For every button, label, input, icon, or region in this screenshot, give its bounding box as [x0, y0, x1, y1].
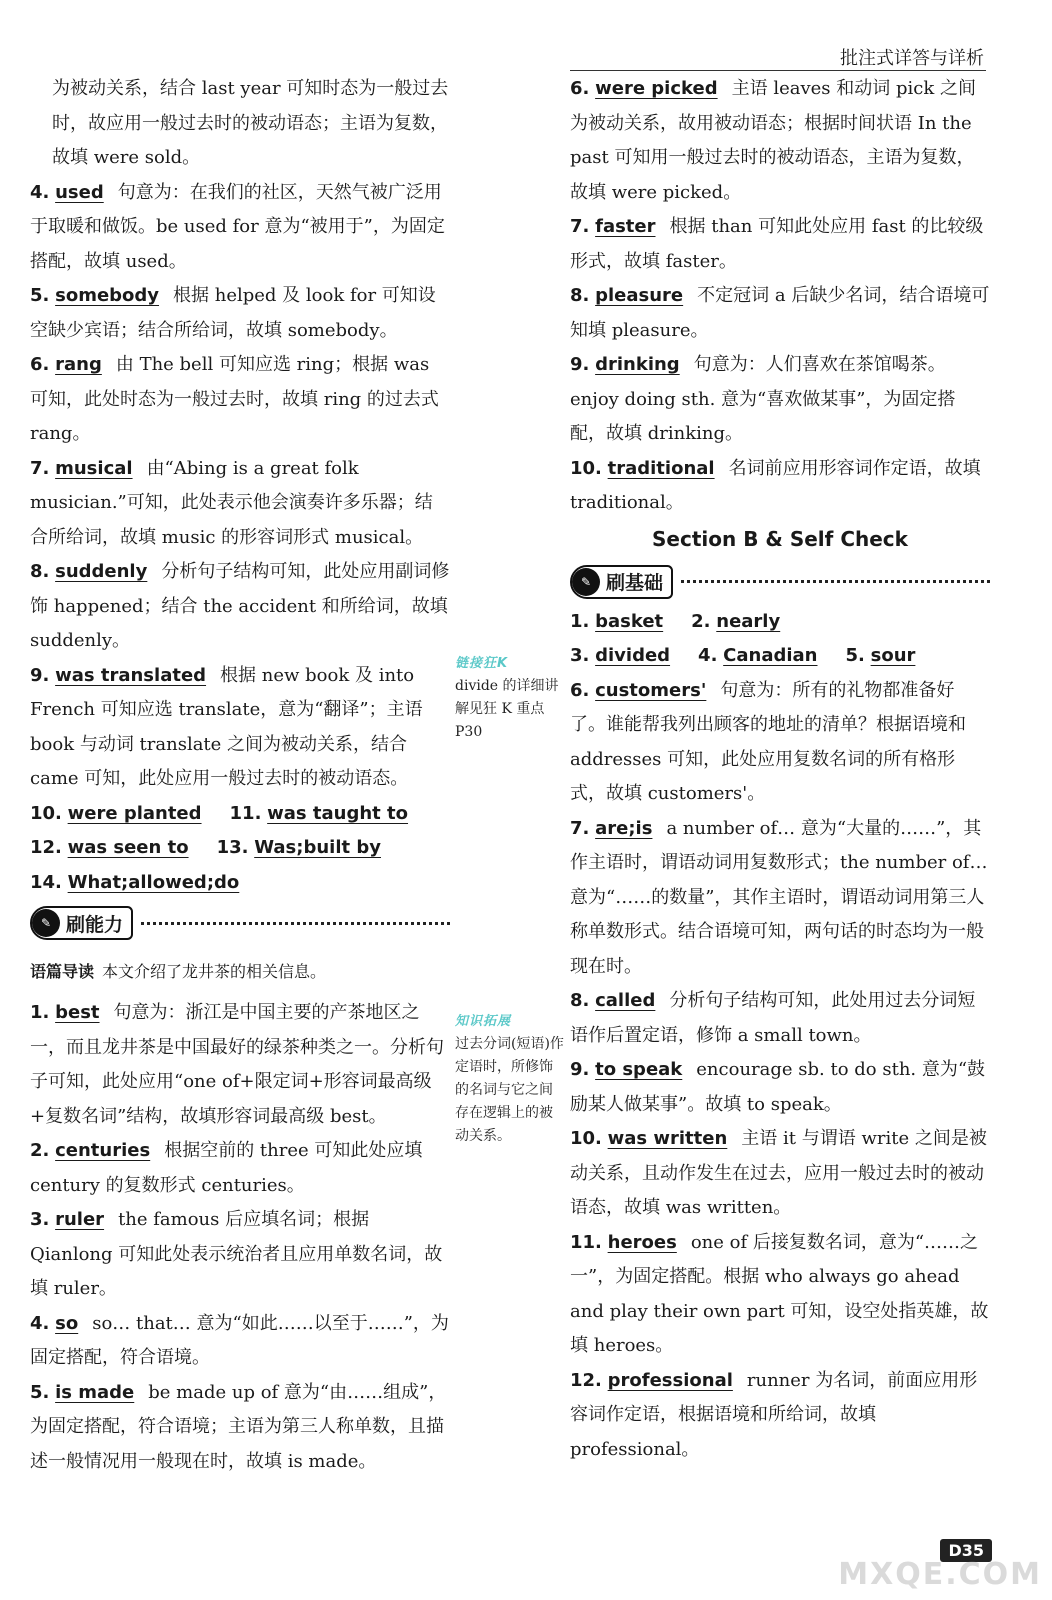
ability-badge-label: 刷能力 — [66, 913, 124, 936]
item-number: 6. — [30, 354, 50, 375]
right-items-block-1 — [570, 72, 990, 521]
answer-item — [217, 831, 395, 866]
item-answer: Was;built by — [254, 837, 381, 858]
side-note-link-tag: 链接狂K — [455, 656, 509, 671]
answer-item — [30, 831, 203, 866]
pen-icon: ✎ — [572, 568, 600, 596]
side-note-link-text: divide 的详细讲解见狂 K 重点 P30 — [455, 678, 559, 740]
item-number: 9. — [570, 354, 590, 375]
answer-pair-row — [30, 797, 450, 832]
item-answer: was seen to — [67, 837, 189, 858]
item-number: 11. — [570, 1231, 602, 1253]
answer-item — [30, 176, 450, 280]
basic-badge-label: 刷基础 — [606, 572, 664, 594]
item-answer: was written — [607, 1128, 728, 1149]
item-explanation: 由 The bell 可知应选 ring；根据 was 可知，此处时态为一般过去时，故填 ring 的过去式 rang。 — [30, 354, 439, 444]
right-answer-line-2 — [570, 639, 990, 674]
answer-item — [570, 72, 990, 210]
left-answer-pairs — [30, 797, 450, 901]
left-items-block-1 — [30, 176, 450, 797]
right-answer-line-1 — [570, 605, 990, 640]
answer-item — [570, 984, 990, 1053]
item-number: 10. — [570, 1128, 602, 1149]
dotted-divider — [681, 580, 990, 583]
left-items-block-2 — [30, 996, 450, 1479]
item-answer: musical — [55, 457, 133, 479]
item-explanation: a number of… 意为“大量的……”，其作主语时，谓语动词用复数形式；the number of… 意为“……的数量”，其作主语时，谓语动词用第三人称单数形式。结合语境可知，两句话的时态均为一般现在时。 — [570, 817, 988, 977]
item-number: 6. — [570, 679, 590, 701]
item-number: 8. — [30, 561, 50, 582]
item-explanation: 分析句子结构可知，此处应用副词修饰 happened；结合 the accident 和所给词，故填 suddenly。 — [30, 561, 450, 651]
item-explanation: 根据 helped 及 look for 可知设空缺少宾语；结合所给词，故填 somebody。 — [30, 285, 436, 341]
item-explanation: be made up of 意为“由……组成”，为固定搭配，符合语境；主语为第三人称单数，且描述一般情况用一般现在时，故填 is made。 — [30, 1381, 447, 1472]
item-explanation: 句意为：人们喜欢在茶馆喝茶。enjoy doing sth. 意为“喜欢做某事”，为固定搭配，故填 drinking。 — [570, 354, 956, 444]
side-note-extension-text: 过去分词(短语)作定语时，所修饰的名词与它之间存在逻辑上的被动关系。 — [455, 1036, 564, 1144]
basic-badge-row — [570, 559, 990, 605]
item-number: 13. — [216, 837, 249, 858]
answer-item — [570, 812, 990, 985]
item-number: 6. — [570, 78, 590, 99]
item-explanation: 主语 leaves 和动词 pick 之间为被动关系，故用被动语态；根据时间状语 In the past 可知用一般过去时的被动语态，主语为复数，故填 were picked。 — [570, 78, 976, 203]
item-number: 4. — [30, 1312, 50, 1334]
item-explanation: 根据 new book 及 into French 可知应选 translate，意为“翻译”；主语 book 与动词 translate 之间为被动关系，结合 came 可知，此处应用一般过去时的被动语态。 — [30, 664, 423, 789]
answer-item — [570, 1364, 990, 1468]
item-explanation: encourage sb. to do sth. 意为“鼓励某人做某事”。故填 to speak。 — [570, 1059, 986, 1115]
answer-item — [570, 674, 990, 812]
dotted-divider — [141, 922, 450, 925]
basic-badge — [570, 565, 673, 599]
answer-pair-row — [30, 866, 450, 901]
guide-label: 语篇导读 — [30, 962, 95, 981]
continuation-text: 为被动关系，结合 last year 可知时态为一般过去时，故应用一般过去时的被动语态；主语为复数，故填 were sold。 — [52, 78, 449, 168]
item-answer: customers' — [595, 679, 707, 701]
item-number: 10. — [30, 802, 62, 824]
item-answer: somebody — [55, 285, 160, 306]
item-number: 4. — [698, 645, 718, 666]
answer-item — [570, 1053, 990, 1122]
item-answer: drinking — [595, 354, 680, 375]
item-answer: was taught to — [267, 802, 409, 824]
item-answer: What;allowed;do — [67, 871, 240, 893]
item-number: 7. — [30, 457, 50, 479]
item-number: 7. — [570, 216, 590, 237]
item-explanation: 根据 than 可知此处应用 fast 的比较级形式，故填 faster。 — [570, 216, 984, 272]
item-explanation: 根据空前的 three 可知此处应填 century 的复数形式 centuries。 — [30, 1140, 423, 1196]
answer-item — [30, 348, 450, 452]
item-answer: so — [55, 1312, 79, 1334]
answer-item — [30, 1203, 450, 1307]
item-explanation: the famous 后应填名词；根据 Qianlong 可知此处表示统治者且应用单数名词，故填 ruler。 — [30, 1209, 443, 1299]
item-number: 11. — [229, 802, 262, 824]
item-answer: are;is — [595, 817, 653, 839]
answer-item — [570, 279, 990, 348]
item-answer: ruler — [55, 1209, 105, 1230]
item-number: 5. — [845, 645, 865, 666]
answer-item — [570, 348, 990, 452]
answer-item — [30, 452, 450, 556]
item-answer: best — [55, 1002, 100, 1023]
header-divider — [570, 70, 986, 71]
item-answer: were picked — [595, 78, 718, 99]
pen-icon: ✎ — [32, 909, 60, 937]
page-number: D35 — [940, 1539, 992, 1562]
page-header-title: 批注式详答与详析 — [840, 48, 984, 69]
item-number: 7. — [570, 817, 590, 839]
item-answer: is made — [55, 1381, 135, 1403]
answer-item — [846, 639, 930, 674]
answer-item — [30, 1376, 450, 1480]
answer-item — [30, 555, 450, 659]
item-number: 1. — [570, 610, 590, 632]
answer-item — [570, 1226, 990, 1364]
item-answer: rang — [55, 354, 102, 375]
item-explanation: 句意为：浙江是中国主要的产茶地区之一，而且龙井茶是中国最好的绿茶种类之一。分析句子可知，此处应用“one of+限定词+形容词最高级+复数名词”结构，故填形容词最高级 best。 — [30, 1002, 444, 1127]
item-answer: to speak — [595, 1059, 683, 1080]
item-explanation: 由“Abing is a great folk musician.”可知，此处表示他会演奏许多乐器；结合所给词，故填 music 的形容词形式 musical。 — [30, 457, 433, 548]
item-explanation: one of 后接复数名词，意为“……之一”，为固定搭配。根据 who always go ahead and play their own part 可知，设空处指英雄，故填 heroes。 — [570, 1231, 989, 1356]
item-answer: were planted — [67, 802, 202, 824]
answer-item — [570, 605, 677, 640]
item-number: 12. — [30, 837, 62, 858]
answer-item — [30, 797, 216, 832]
section-title: Section B & Self Check — [652, 526, 908, 551]
answer-item — [30, 659, 450, 797]
item-number: 12. — [570, 1369, 602, 1391]
left-column — [30, 72, 450, 1479]
answer-item — [570, 1122, 990, 1226]
item-answer: sour — [870, 645, 916, 666]
item-explanation: 句意为：所有的礼物都准备好了。谁能帮我列出顾客的地址的清单？根据语境和 addresses 可知，此处应用复数名词的所有格形式，故填 customers'。 — [570, 679, 966, 804]
item-answer: heroes — [607, 1231, 677, 1253]
item-number: 5. — [30, 1381, 50, 1403]
item-answer: basket — [595, 610, 664, 632]
item-answer: divided — [595, 645, 671, 666]
item-number: 9. — [30, 664, 50, 686]
item-answer: nearly — [716, 610, 781, 632]
item-answer: pleasure — [595, 285, 684, 306]
item-answer: professional — [607, 1369, 733, 1391]
right-items-block-2 — [570, 674, 990, 1468]
watermark: MXQE.COM — [838, 1557, 1042, 1592]
answer-item — [698, 639, 831, 674]
item-explanation: 句意为：在我们的社区，天然气被广泛用于取暖和做饭。be used for 意为“被用于”，为固定搭配，故填 used。 — [30, 181, 445, 272]
side-note-link — [455, 652, 565, 744]
answer-item — [30, 1134, 450, 1203]
item-answer: faster — [595, 216, 656, 237]
item-number: 8. — [570, 285, 590, 306]
item-answer: used — [55, 181, 104, 203]
guide-text: 本文介绍了龙井茶的相关信息。 — [102, 962, 327, 981]
item-number: 3. — [570, 645, 590, 666]
item-number: 2. — [30, 1140, 50, 1161]
item-number: 14. — [30, 871, 62, 893]
answer-item — [570, 639, 684, 674]
answer-item — [570, 452, 990, 521]
item-number: 5. — [30, 285, 50, 306]
item-answer: suddenly — [55, 561, 148, 582]
item-number: 3. — [30, 1209, 50, 1230]
answer-item — [570, 210, 990, 279]
side-note-extension — [455, 1010, 565, 1148]
answer-item — [30, 866, 253, 901]
right-column — [570, 72, 990, 1467]
side-note-extension-tag: 知识拓展 — [455, 1014, 512, 1029]
answer-item — [30, 1307, 450, 1376]
ability-badge — [30, 906, 133, 940]
item-answer: was translated — [55, 664, 207, 686]
item-number: 10. — [570, 457, 602, 479]
answer-pair-row — [30, 831, 450, 866]
item-explanation: so… that… 意为“如此……以至于……”，为固定搭配，符合语境。 — [30, 1312, 449, 1368]
item-number: 2. — [691, 610, 711, 632]
item-number: 1. — [30, 1002, 50, 1023]
answer-item — [230, 797, 423, 832]
item-answer: traditional — [607, 457, 715, 479]
ability-badge-row — [30, 900, 450, 946]
answer-item — [30, 279, 450, 348]
reading-guide — [30, 958, 450, 986]
item-explanation: 主语 it 与谓语 write 之间是被动关系，且动作发生在过去，应用一般过去时的被动语态，故填 was written。 — [570, 1128, 987, 1218]
item-number: 4. — [30, 181, 50, 203]
item-answer: centuries — [55, 1140, 151, 1161]
answer-item — [30, 996, 450, 1134]
item-explanation: runner 为名词，前面应用形容词作定语，根据语境和所给词，故填 professional。 — [570, 1369, 978, 1460]
item-answer: called — [595, 990, 656, 1011]
item-number: 9. — [570, 1059, 590, 1080]
item-explanation: 不定冠词 a 后缺少名词，结合语境可知填 pleasure。 — [570, 285, 990, 341]
item-number: 8. — [570, 990, 590, 1011]
answer-item — [691, 605, 794, 640]
item-answer: Canadian — [723, 645, 818, 666]
item-explanation: 名词前应用形容词作定语，故填 traditional。 — [570, 457, 981, 513]
item-explanation: 分析句子结构可知，此处用过去分词短语作后置定语，修饰 a small town。 — [570, 990, 976, 1046]
